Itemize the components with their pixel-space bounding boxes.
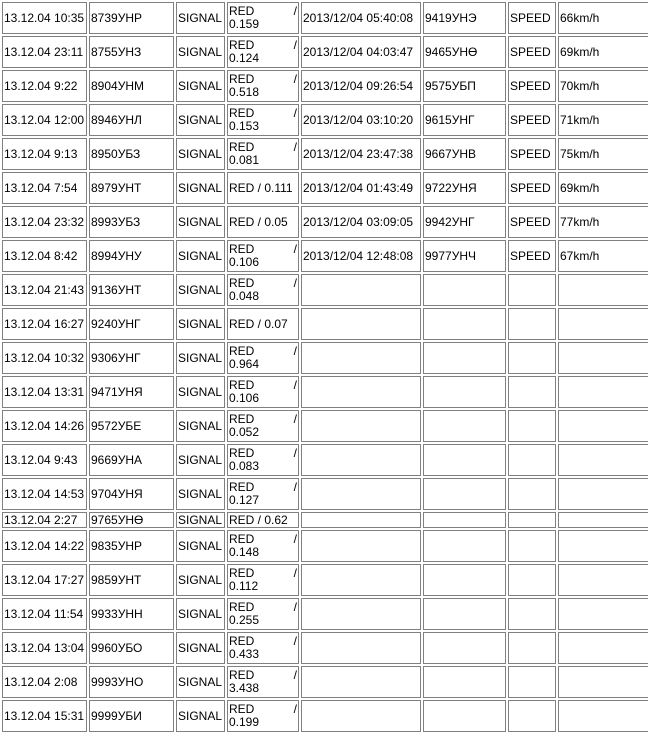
red-cell: RED / 0.05 [227, 206, 299, 238]
signal-cell: SIGNAL [176, 512, 225, 528]
plate-cell: 9835УНР [89, 530, 174, 562]
table-row [2, 564, 648, 596]
plate2-cell: 9722УНЯ [423, 172, 506, 204]
empty-cell [423, 308, 506, 340]
empty-cell [301, 632, 421, 664]
table-row [2, 530, 648, 562]
red-label: RED [229, 446, 255, 460]
plate2-cell: 9419УНЭ [423, 2, 506, 34]
signal-cell: SIGNAL [176, 666, 225, 698]
plate-cell: 8950УБЗ [89, 138, 174, 170]
red-value-block [229, 243, 297, 269]
date-cell: 13.12.04 17:27 [2, 564, 87, 596]
red-value: 0.112 [229, 579, 259, 593]
table-row [2, 342, 648, 374]
date-cell: 13.12.04 10:35 [2, 2, 87, 34]
signal-cell: SIGNAL [176, 444, 225, 476]
plate-cell: 9765УНӨ [89, 512, 174, 528]
table-row [2, 172, 648, 204]
datetime-cell: 2013/12/04 12:48:08 [301, 240, 421, 272]
speed-label-cell: SPEED [508, 138, 556, 170]
red-cell [227, 274, 299, 306]
red-separator: / [293, 4, 297, 18]
red-value: 0.083 [229, 459, 260, 473]
empty-cell [423, 632, 506, 664]
red-separator: / [293, 480, 297, 494]
date-cell: 13.12.04 9:22 [2, 70, 87, 102]
violations-table-body [2, 2, 648, 732]
empty-cell [301, 342, 421, 374]
red-cell: RED / 0.07 [227, 308, 299, 340]
red-cell: RED / 0.111 [227, 172, 299, 204]
plate-cell: 8904УНМ [89, 70, 174, 102]
red-separator: / [293, 446, 297, 460]
table-row [2, 700, 648, 732]
empty-cell [301, 478, 421, 510]
table-row [2, 598, 648, 630]
red-value-block [229, 39, 297, 65]
red-value-block [229, 703, 297, 729]
empty-cell [508, 666, 556, 698]
empty-cell [508, 376, 556, 408]
empty-cell [558, 632, 648, 664]
table-row [2, 36, 648, 68]
red-cell [227, 632, 299, 664]
red-value-block [229, 277, 297, 303]
empty-cell [558, 410, 648, 442]
red-label: RED [229, 412, 255, 426]
red-separator: / [293, 634, 297, 648]
signal-cell: SIGNAL [176, 2, 225, 34]
empty-cell [558, 666, 648, 698]
red-cell [227, 376, 299, 408]
table-row [2, 240, 648, 272]
red-label: RED [229, 378, 255, 392]
red-cell [227, 700, 299, 732]
red-value: 0.106 [229, 391, 260, 405]
red-value: 0.433 [229, 647, 260, 661]
plate-cell: 9471УНЯ [89, 376, 174, 408]
plate2-cell: 9942УНГ [423, 206, 506, 238]
plate-cell: 9669УНА [89, 444, 174, 476]
red-value-block [229, 141, 297, 167]
signal-cell: SIGNAL [176, 138, 225, 170]
red-value-block [229, 447, 297, 473]
date-cell: 13.12.04 12:00 [2, 104, 87, 136]
empty-cell [301, 274, 421, 306]
plate-cell: 9306УНГ [89, 342, 174, 374]
table-row [2, 376, 648, 408]
red-separator: / [293, 38, 297, 52]
red-cell [227, 104, 299, 136]
red-value: 0.124 [229, 51, 260, 65]
red-value-block [229, 567, 297, 593]
empty-cell [558, 478, 648, 510]
red-label: RED [229, 480, 255, 494]
date-cell: 13.12.04 8:42 [2, 240, 87, 272]
date-cell: 13.12.04 23:11 [2, 36, 87, 68]
empty-cell [423, 444, 506, 476]
red-separator: / [293, 566, 297, 580]
red-value: 0.153 [229, 119, 260, 133]
table-row [2, 104, 648, 136]
signal-cell: SIGNAL [176, 308, 225, 340]
red-value: 0.518 [229, 85, 260, 99]
signal-cell: SIGNAL [176, 342, 225, 374]
plate-cell: 9136УНТ [89, 274, 174, 306]
table-row [2, 512, 648, 528]
plate-cell: 9704УНЯ [89, 478, 174, 510]
datetime-cell: 2013/12/04 03:09:05 [301, 206, 421, 238]
red-value: 0.048 [229, 289, 260, 303]
datetime-cell: 2013/12/04 09:26:54 [301, 70, 421, 102]
plate-cell: 9572УБЕ [89, 410, 174, 442]
plate-cell: 8946УНЛ [89, 104, 174, 136]
empty-cell [558, 512, 648, 528]
red-value: 0.127 [229, 493, 260, 507]
red-value: 0.255 [229, 613, 260, 627]
red-cell [227, 36, 299, 68]
red-separator: / [293, 702, 297, 716]
red-label: RED [229, 344, 255, 358]
table-row [2, 70, 648, 102]
red-cell [227, 342, 299, 374]
empty-cell [558, 444, 648, 476]
signal-cell: SIGNAL [176, 240, 225, 272]
red-value-block [229, 379, 297, 405]
red-value: 0.964 [229, 357, 260, 371]
red-cell [227, 2, 299, 34]
table-row [2, 274, 648, 306]
plate-cell: 8979УНТ [89, 172, 174, 204]
plate-cell: 9859УНТ [89, 564, 174, 596]
red-label: RED [229, 600, 255, 614]
empty-cell [423, 274, 506, 306]
red-value: 0.106 [229, 255, 260, 269]
plate2-cell: 9615УНГ [423, 104, 506, 136]
empty-cell [558, 308, 648, 340]
empty-cell [508, 274, 556, 306]
empty-cell [423, 342, 506, 374]
red-cell [227, 478, 299, 510]
speed-label-cell: SPEED [508, 206, 556, 238]
speed-label-cell: SPEED [508, 36, 556, 68]
date-cell: 13.12.04 2:27 [2, 512, 87, 528]
empty-cell [423, 666, 506, 698]
datetime-cell: 2013/12/04 04:03:47 [301, 36, 421, 68]
speed-value-cell: 70km/h [558, 70, 648, 102]
empty-cell [423, 564, 506, 596]
red-label: RED [229, 634, 255, 648]
red-separator: / [293, 412, 297, 426]
date-cell: 13.12.04 23:32 [2, 206, 87, 238]
red-cell [227, 564, 299, 596]
empty-cell [423, 410, 506, 442]
signal-cell: SIGNAL [176, 104, 225, 136]
empty-cell [423, 530, 506, 562]
empty-cell [423, 478, 506, 510]
empty-cell [508, 598, 556, 630]
speed-label-cell: SPEED [508, 70, 556, 102]
red-separator: / [293, 668, 297, 682]
empty-cell [508, 700, 556, 732]
table-row [2, 444, 648, 476]
red-value: 0.159 [229, 17, 260, 31]
red-separator: / [293, 378, 297, 392]
red-cell [227, 444, 299, 476]
signal-cell: SIGNAL [176, 530, 225, 562]
plate-cell: 8739УНР [89, 2, 174, 34]
empty-cell [301, 564, 421, 596]
empty-cell [423, 598, 506, 630]
signal-cell: SIGNAL [176, 36, 225, 68]
red-value-block [229, 73, 297, 99]
speed-value-cell: 71km/h [558, 104, 648, 136]
empty-cell [558, 564, 648, 596]
signal-cell: SIGNAL [176, 564, 225, 596]
speed-label-cell: SPEED [508, 104, 556, 136]
red-cell [227, 240, 299, 272]
empty-cell [301, 308, 421, 340]
red-label: RED [229, 72, 255, 86]
datetime-cell: 2013/12/04 23:47:38 [301, 138, 421, 170]
red-value-block [229, 669, 297, 695]
empty-cell [301, 410, 421, 442]
red-separator: / [293, 344, 297, 358]
table-row [2, 138, 648, 170]
red-value-block [229, 5, 297, 31]
empty-cell [558, 598, 648, 630]
empty-cell [558, 530, 648, 562]
speed-value-cell: 75km/h [558, 138, 648, 170]
red-label: RED [229, 242, 255, 256]
red-value-block [229, 533, 297, 559]
red-label: RED [229, 532, 255, 546]
red-value: 3.438 [229, 681, 260, 695]
plate-cell: 9960УБО [89, 632, 174, 664]
signal-cell: SIGNAL [176, 70, 225, 102]
red-separator: / [293, 276, 297, 290]
empty-cell [301, 530, 421, 562]
signal-cell: SIGNAL [176, 172, 225, 204]
plate2-cell: 9667УНВ [423, 138, 506, 170]
empty-cell [508, 564, 556, 596]
empty-cell [301, 512, 421, 528]
speed-label-cell: SPEED [508, 240, 556, 272]
plate2-cell: 9977УНЧ [423, 240, 506, 272]
red-value-block [229, 481, 297, 507]
red-cell [227, 598, 299, 630]
empty-cell [301, 598, 421, 630]
red-label: RED [229, 668, 255, 682]
table-row [2, 2, 648, 34]
empty-cell [508, 308, 556, 340]
red-separator: / [293, 72, 297, 86]
red-value: 0.148 [229, 545, 260, 559]
date-cell: 13.12.04 14:53 [2, 478, 87, 510]
date-cell: 13.12.04 15:31 [2, 700, 87, 732]
red-separator: / [293, 242, 297, 256]
red-value-block [229, 601, 297, 627]
red-separator: / [293, 600, 297, 614]
date-cell: 13.12.04 13:04 [2, 632, 87, 664]
signal-cell: SIGNAL [176, 376, 225, 408]
red-value-block [229, 345, 297, 371]
red-cell: RED / 0.62 [227, 512, 299, 528]
red-label: RED [229, 566, 255, 580]
red-value: 0.081 [229, 153, 260, 167]
table-row [2, 206, 648, 238]
red-value-block [229, 107, 297, 133]
date-cell: 13.12.04 10:32 [2, 342, 87, 374]
empty-cell [423, 700, 506, 732]
signal-cell: SIGNAL [176, 632, 225, 664]
table-row [2, 410, 648, 442]
empty-cell [301, 666, 421, 698]
table-row [2, 632, 648, 664]
red-label: RED [229, 4, 255, 18]
date-cell: 13.12.04 9:13 [2, 138, 87, 170]
empty-cell [423, 376, 506, 408]
signal-cell: SIGNAL [176, 598, 225, 630]
signal-cell: SIGNAL [176, 700, 225, 732]
empty-cell [558, 274, 648, 306]
red-label: RED [229, 140, 255, 154]
empty-cell [508, 512, 556, 528]
empty-cell [301, 376, 421, 408]
empty-cell [508, 632, 556, 664]
empty-cell [558, 342, 648, 374]
speed-value-cell: 67km/h [558, 240, 648, 272]
red-separator: / [293, 140, 297, 154]
table-row [2, 478, 648, 510]
plate-cell: 8994УНУ [89, 240, 174, 272]
empty-cell [508, 444, 556, 476]
red-cell [227, 666, 299, 698]
red-label: RED [229, 38, 255, 52]
speed-value-cell: 69km/h [558, 36, 648, 68]
red-label: RED [229, 702, 255, 716]
empty-cell [558, 376, 648, 408]
plate-cell: 9240УНГ [89, 308, 174, 340]
red-cell [227, 138, 299, 170]
date-cell: 13.12.04 9:43 [2, 444, 87, 476]
table-row [2, 308, 648, 340]
plate-cell: 9933УНН [89, 598, 174, 630]
red-cell [227, 530, 299, 562]
empty-cell [508, 342, 556, 374]
date-cell: 13.12.04 2:08 [2, 666, 87, 698]
empty-cell [508, 478, 556, 510]
signal-cell: SIGNAL [176, 274, 225, 306]
empty-cell [508, 530, 556, 562]
empty-cell [301, 444, 421, 476]
red-value: 0.199 [229, 715, 260, 729]
speed-value-cell: 77km/h [558, 206, 648, 238]
date-cell: 13.12.04 21:43 [2, 274, 87, 306]
date-cell: 13.12.04 11:54 [2, 598, 87, 630]
red-separator: / [293, 106, 297, 120]
plate2-cell: 9575УБП [423, 70, 506, 102]
empty-cell [508, 410, 556, 442]
red-value-block [229, 635, 297, 661]
date-cell: 13.12.04 14:22 [2, 530, 87, 562]
plate-cell: 8755УНЗ [89, 36, 174, 68]
plate2-cell: 9465УНӨ [423, 36, 506, 68]
datetime-cell: 2013/12/04 03:10:20 [301, 104, 421, 136]
red-cell [227, 410, 299, 442]
speed-label-cell: SPEED [508, 2, 556, 34]
signal-cell: SIGNAL [176, 410, 225, 442]
signal-cell: SIGNAL [176, 206, 225, 238]
empty-cell [558, 700, 648, 732]
red-label: RED [229, 276, 255, 290]
red-value-block [229, 413, 297, 439]
red-separator: / [293, 532, 297, 546]
red-label: RED [229, 106, 255, 120]
red-cell [227, 70, 299, 102]
date-cell: 13.12.04 16:27 [2, 308, 87, 340]
speed-label-cell: SPEED [508, 172, 556, 204]
empty-cell [301, 700, 421, 732]
red-value: 0.052 [229, 425, 260, 439]
speed-value-cell: 66km/h [558, 2, 648, 34]
date-cell: 13.12.04 7:54 [2, 172, 87, 204]
date-cell: 13.12.04 14:26 [2, 410, 87, 442]
plate-cell: 8993УБЗ [89, 206, 174, 238]
plate-cell: 9993УНО [89, 666, 174, 698]
table-row [2, 666, 648, 698]
speed-value-cell: 69km/h [558, 172, 648, 204]
plate-cell: 9999УБИ [89, 700, 174, 732]
datetime-cell: 2013/12/04 01:43:49 [301, 172, 421, 204]
signal-cell: SIGNAL [176, 478, 225, 510]
empty-cell [423, 512, 506, 528]
date-cell: 13.12.04 13:31 [2, 376, 87, 408]
datetime-cell: 2013/12/04 05:40:08 [301, 2, 421, 34]
